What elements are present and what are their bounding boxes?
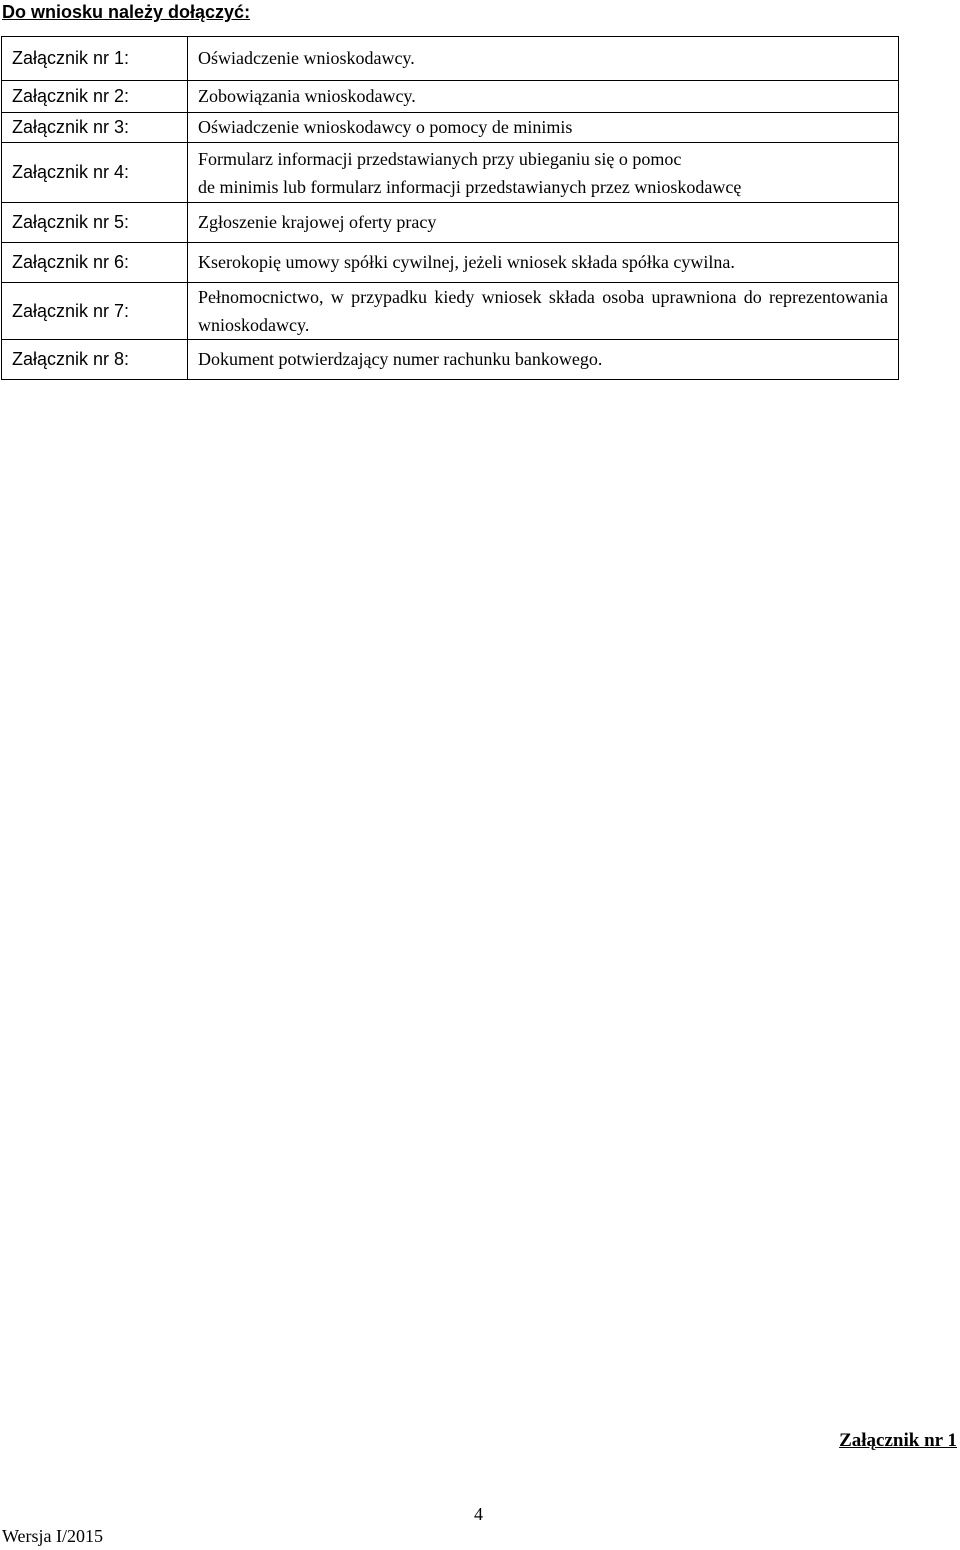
table-row [2, 340, 899, 380]
attachment-description: Kserokopię umowy spółki cywilnej, jeżeli wniosek składa spółka cywilna. [188, 243, 899, 283]
document-heading: Do wniosku należy dołączyć: [2, 2, 251, 22]
attachment-description: Oświadczenie wnioskodawcy o pomocy de minimis [188, 113, 899, 143]
attachment-label: Załącznik nr 3: [2, 113, 188, 143]
table-row [2, 143, 899, 203]
attachment-description-line: Formularz informacji przedstawianych przy ubieganiu się o pomoc [198, 148, 682, 169]
attachment-description: Pełnomocnictwo, w przypadku kiedy wniosek składa osoba uprawniona do reprezentowania wnioskodawcy. [188, 283, 899, 340]
attachment-title: Załącznik nr 1 [839, 1430, 957, 1451]
attachment-description: Oświadczenie wnioskodawcy. [188, 37, 899, 81]
attachment-label: Załącznik nr 2: [2, 81, 188, 113]
table-row [2, 81, 899, 113]
version-label: Wersja I/2015 [2, 1526, 104, 1546]
table-row [2, 113, 899, 143]
table-row [2, 203, 899, 243]
attachment-label: Załącznik nr 7: [2, 283, 188, 340]
attachment-description-line: de minimis lub formularz informacji przedstawianych przez wnioskodawcę [198, 176, 742, 197]
attachment-description: Zgłoszenie krajowej oferty pracy [188, 203, 899, 243]
attachment-description [188, 143, 899, 203]
attachments-table [1, 36, 899, 380]
page-number: 4 [474, 1504, 483, 1524]
table-row [2, 243, 899, 283]
attachment-description: Dokument potwierdzający numer rachunku bankowego. [188, 340, 899, 380]
attachment-label: Załącznik nr 5: [2, 203, 188, 243]
attachment-label: Załącznik nr 6: [2, 243, 188, 283]
attachment-description: Zobowiązania wnioskodawcy. [188, 81, 899, 113]
table-row [2, 37, 899, 81]
attachment-label: Załącznik nr 8: [2, 340, 188, 380]
attachment-label: Załącznik nr 1: [2, 37, 188, 81]
table-row [2, 283, 899, 340]
attachment-label: Załącznik nr 4: [2, 143, 188, 203]
